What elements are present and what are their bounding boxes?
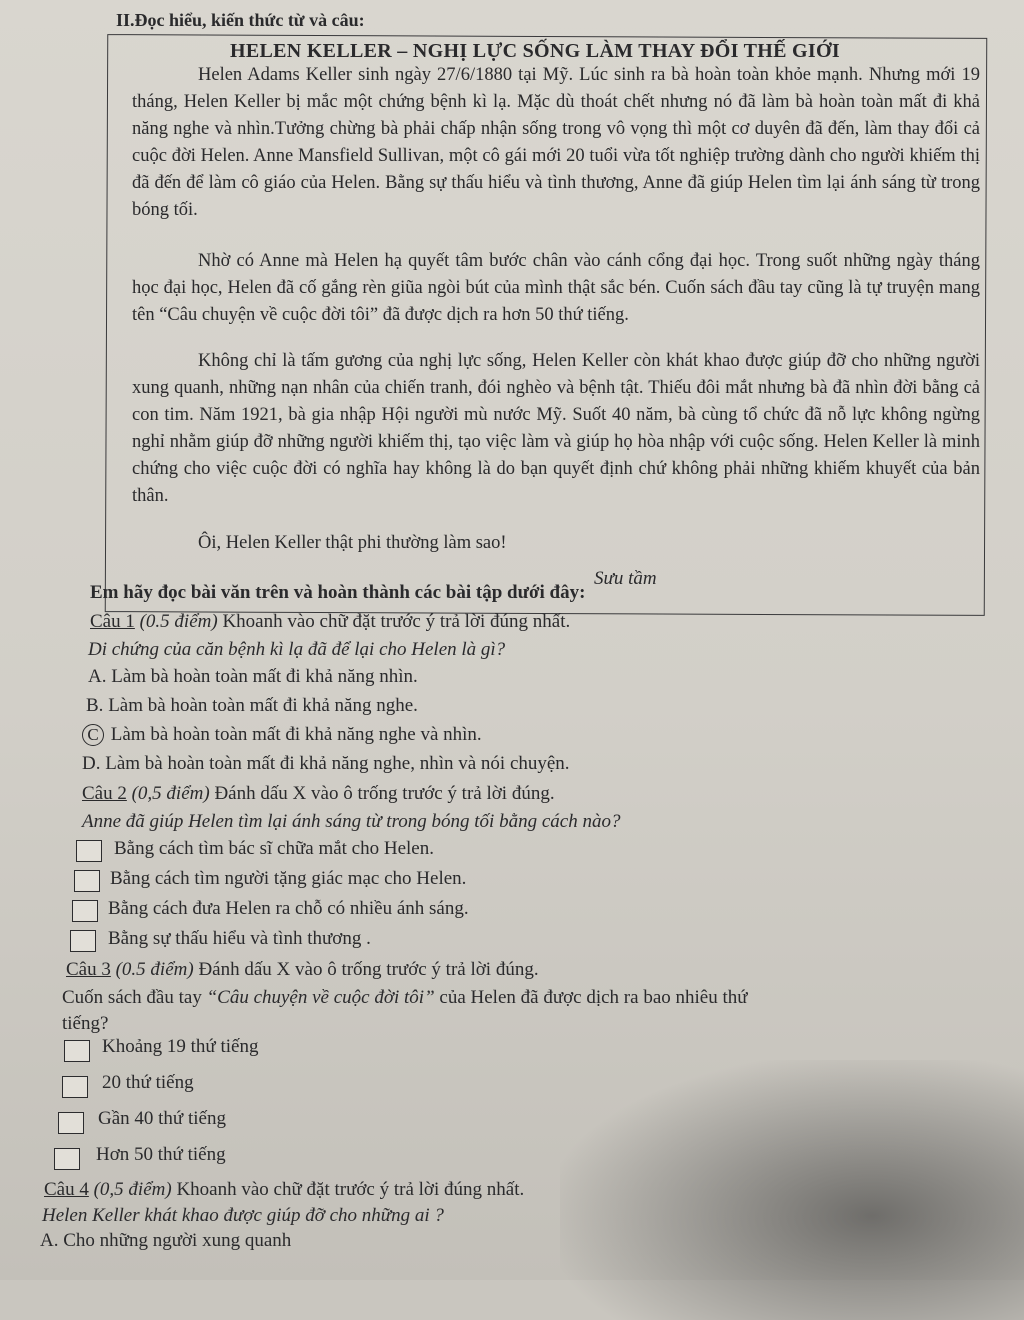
question-2-option-3: Bằng cách đưa Helen ra chỗ có nhiều ánh sáng. bbox=[108, 898, 469, 919]
question-4-label: Câu 4 bbox=[44, 1179, 89, 1200]
question-2-option-2: Bằng cách tìm người tặng giác mạc cho Helen. bbox=[110, 868, 467, 889]
question-1-option-a[interactable] bbox=[88, 666, 418, 688]
question-3-prompt bbox=[62, 986, 962, 1010]
question-2-checkbox-4[interactable] bbox=[70, 930, 96, 952]
question-3-points: (0.5 điểm) bbox=[115, 959, 194, 980]
option-text: Cho những người xung quanh bbox=[63, 1230, 292, 1251]
option-text: Làm bà hoàn toàn mất đi khả năng nghe, nhìn và nói chuyện. bbox=[105, 753, 570, 774]
question-2-checkbox-1[interactable] bbox=[76, 840, 102, 862]
prompt-part: của Helen đã được dịch ra bao nhiêu thứ bbox=[439, 987, 748, 1008]
question-3-header bbox=[66, 958, 539, 982]
option-text: Làm bà hoàn toàn mất đi khả năng nghe và nhìn. bbox=[110, 724, 482, 745]
question-4-header bbox=[44, 1178, 524, 1202]
question-2-label: Câu 2 bbox=[82, 783, 127, 804]
section-heading: II.Đọc hiểu, kiến thức từ và câu: bbox=[116, 10, 365, 30]
passage-paragraph-3: Không chỉ là tấm gương của nghị lực sống, Helen Keller còn khát khao được giúp đỡ cho những người xung quanh, những nạn nhân của chiến tranh, đói nghèo và bệnh tật. Thiếu đôi mắt nhưng bà đã nhìn đời bằng cả con tim. Năm 1921, bà gia nhập Hội người mù nước Mỹ. Suốt 40 năm, bà cùng tổ chức đã nỗ lực không ngừng nghỉ nhằm giúp đỡ những người khiếm thị, tạo việc làm và giúp họ hòa nhập với cuộc sống. Helen Keller là minh chứng cho việc cuộc đời có nghĩa hay không là do bạn quyết định chứ không phải những khiếm khuyết của bản thân. bbox=[132, 351, 980, 506]
option-letter: D. bbox=[82, 753, 101, 774]
question-1-points: (0.5 điểm) bbox=[139, 611, 218, 632]
question-3-label: Câu 3 bbox=[66, 959, 111, 980]
question-3-option-4: Hơn 50 thứ tiếng bbox=[96, 1144, 226, 1165]
question-1-option-c[interactable] bbox=[82, 724, 482, 746]
question-2-points: (0,5 điểm) bbox=[131, 783, 210, 804]
question-1-prompt: Di chứng của căn bệnh kì lạ đã để lại cho Helen là gì? bbox=[88, 639, 506, 660]
question-2-option-1: Bằng cách tìm bác sĩ chữa mắt cho Helen. bbox=[114, 838, 434, 859]
passage-source: Sưu tầm bbox=[594, 568, 657, 589]
question-1-label: Câu 1 bbox=[90, 611, 135, 632]
question-3-checkbox-4[interactable] bbox=[54, 1148, 80, 1170]
question-2-prompt: Anne đã giúp Helen tìm lại ánh sáng từ trong bóng tối bằng cách nào? bbox=[82, 811, 621, 832]
question-3-option-2: 20 thứ tiếng bbox=[102, 1072, 194, 1093]
question-4-option-a[interactable] bbox=[40, 1230, 291, 1252]
passage-title: HELEN KELLER – NGHỊ LỰC SỐNG LÀM THAY ĐỔI THẾ GIỚI bbox=[230, 40, 840, 62]
option-letter: B. bbox=[86, 695, 104, 716]
passage-paragraph-1: Helen Adams Keller sinh ngày 27/6/1880 tại Mỹ. Lúc sinh ra bà hoàn toàn khỏe mạnh. Nhưng mới 19 tháng, Helen Keller bị mắc một chứng bệnh kì lạ. Mặc dù thoát chết nhưng nó đã làm bà hoàn toàn mất đi khả năng nghe và nhìn.Tưởng chừng bà phải chấp nhận sống trong vô vọng thì một cơ duyên đã đến, làm thay đổi cả cuộc đời Helen. Anne Mansfield Sullivan, một cô gái mới 20 tuổi vừa tốt nghiệp trường dành cho người khiếm thị đã đến để làm cô giáo của Helen. Bằng sự thấu hiểu và tình thương, Anne đã giúp Helen tìm lại ánh sáng từ trong bóng tối. bbox=[132, 65, 980, 220]
question-2-task: Đánh dấu X vào ô trống trước ý trả lời đúng. bbox=[214, 783, 555, 804]
question-3-option-3: Gần 40 thứ tiếng bbox=[98, 1108, 226, 1129]
option-letter: A. bbox=[88, 666, 107, 687]
option-letter: A. bbox=[40, 1230, 59, 1251]
question-3-checkbox-2[interactable] bbox=[62, 1076, 88, 1098]
circled-answer-mark: C bbox=[82, 724, 104, 746]
question-2-option-4: Bằng sự thấu hiểu và tình thương . bbox=[108, 928, 371, 949]
question-1-option-d[interactable] bbox=[82, 753, 570, 775]
option-text: Làm bà hoàn toàn mất đi khả năng nghe. bbox=[108, 695, 418, 716]
prompt-part: Cuốn sách đầu tay bbox=[62, 987, 202, 1008]
question-4-task: Khoanh vào chữ đặt trước ý trả lời đúng nhất. bbox=[176, 1179, 525, 1200]
question-4-prompt: Helen Keller khát khao được giúp đỡ cho những ai ? bbox=[42, 1205, 444, 1226]
question-1-task: Khoanh vào chữ đặt trước ý trả lời đúng nhất. bbox=[222, 611, 571, 632]
question-3-checkbox-3[interactable] bbox=[58, 1112, 84, 1134]
option-text: Làm bà hoàn toàn mất đi khả năng nhìn. bbox=[111, 666, 418, 687]
question-3-prompt-end: tiếng? bbox=[62, 1013, 109, 1034]
passage-paragraph-2: Nhờ có Anne mà Helen hạ quyết tâm bước chân vào cánh cổng đại học. Trong suốt những ngày tháng học đại học, Helen đã cố gắng rèn giũa ngòi bút của mình thật sắc bén. Cuốn sách đầu tay cũng là tự truyện mang tên “Câu chuyện về cuộc đời tôi” đã được dịch ra hơn 50 thứ tiếng. bbox=[132, 251, 980, 325]
question-1-header bbox=[90, 610, 570, 634]
question-2-header bbox=[82, 782, 555, 806]
question-3-option-1: Khoảng 19 thứ tiếng bbox=[102, 1036, 259, 1057]
question-4-points: (0,5 điểm) bbox=[93, 1179, 172, 1200]
passage-exclamation: Ôi, Helen Keller thật phi thường làm sao! bbox=[198, 533, 507, 553]
question-3-checkbox-1[interactable] bbox=[64, 1040, 90, 1062]
question-2-checkbox-3[interactable] bbox=[72, 900, 98, 922]
photo-shadow bbox=[560, 1060, 1024, 1320]
question-2-checkbox-2[interactable] bbox=[74, 870, 100, 892]
question-3-task: Đánh dấu X vào ô trống trước ý trả lời đúng. bbox=[198, 959, 539, 980]
book-title: “Câu chuyện về cuộc đời tôi” bbox=[206, 987, 435, 1008]
question-1-option-b[interactable] bbox=[86, 695, 418, 717]
instruction-text: Em hãy đọc bài văn trên và hoàn thành các bài tập dưới đây: bbox=[90, 582, 586, 603]
